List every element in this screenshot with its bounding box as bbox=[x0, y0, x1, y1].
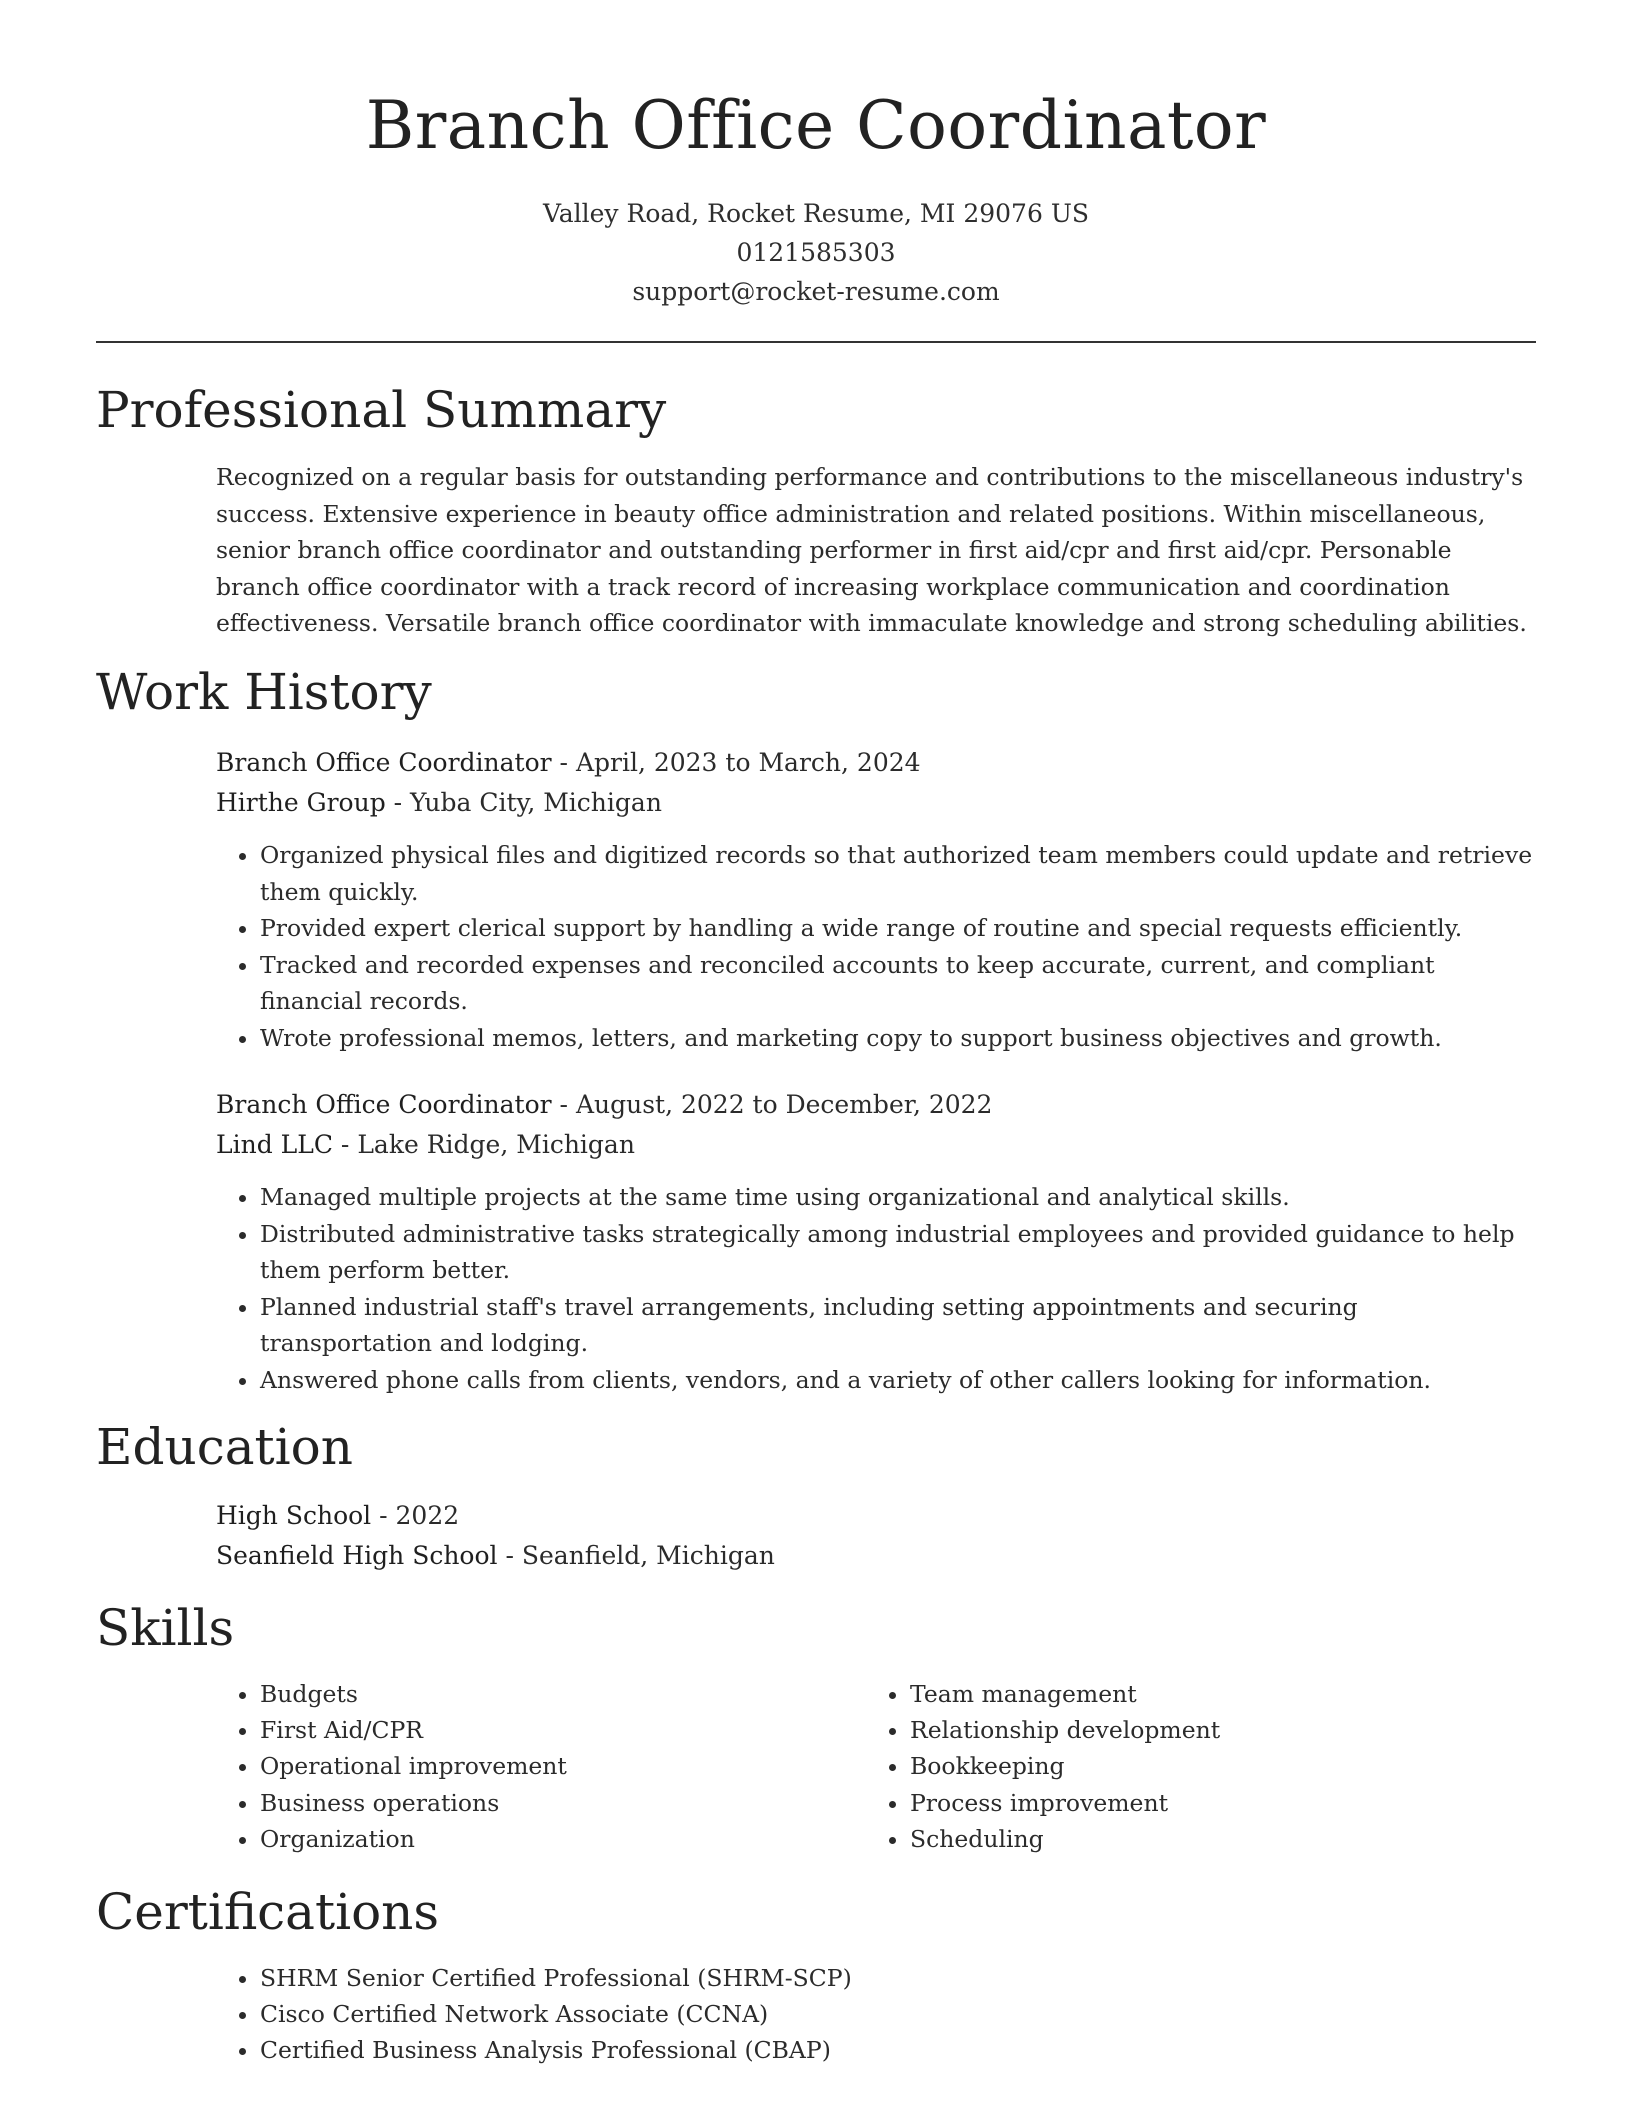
skill-item: • Budgets bbox=[260, 1676, 866, 1712]
education-school-line bbox=[216, 1536, 1536, 1576]
contact-address: Valley Road, Rocket Resume, MI 29076 US bbox=[542, 199, 1090, 228]
skills-column-left bbox=[216, 1676, 866, 1857]
section-title-certifications: Certifications bbox=[96, 1883, 440, 1941]
job-title: Branch Office Coordinator bbox=[216, 748, 552, 777]
education-school: Seanfield High School bbox=[216, 1541, 498, 1570]
skill-item: • First Aid/CPR bbox=[260, 1712, 866, 1748]
job-location: - Lake Ridge, Michigan bbox=[332, 1130, 635, 1159]
section-title-summary: Professional Summary bbox=[96, 381, 667, 439]
skill-item: • Business operations bbox=[260, 1785, 866, 1821]
job-bullet: • Distributed administrative tasks strategically among industrial employees and provided guidance to help them perform better. bbox=[260, 1216, 1536, 1289]
job-bullet: • Planned industrial staff's travel arrangements, including setting appointments and securing transportation and lodging. bbox=[260, 1289, 1536, 1362]
education-year: - 2022 bbox=[371, 1501, 460, 1530]
section-title-skills: Skills bbox=[96, 1599, 235, 1657]
job-bullets bbox=[216, 837, 1536, 1056]
job-bullet: • Tracked and recorded expenses and reconciled accounts to keep accurate, current, and compliant financial records. bbox=[260, 947, 1536, 1020]
certification-item: • Certified Business Analysis Professional (CBAP) bbox=[260, 2032, 1536, 2068]
job-title-line bbox=[216, 1085, 1536, 1125]
job-entry bbox=[216, 743, 1536, 1056]
certification-item: • SHRM Senior Certified Professional (SHRM-SCP) bbox=[260, 1960, 1536, 1996]
job-dates: - April, 2023 to March, 2024 bbox=[551, 748, 921, 777]
certification-item: • Cisco Certified Network Associate (CCNA) bbox=[260, 1996, 1536, 2032]
job-bullet: • Wrote professional memos, letters, and marketing copy to support business objectives and growth. bbox=[260, 1020, 1536, 1057]
skill-item: • Process improvement bbox=[910, 1785, 1516, 1821]
skills-body bbox=[216, 1676, 1536, 1857]
skill-item: • Operational improvement bbox=[260, 1748, 866, 1784]
section-title-work-history: Work History bbox=[96, 663, 432, 721]
job-entry bbox=[216, 1085, 1536, 1398]
education-degree: High School bbox=[216, 1501, 372, 1530]
skill-item: • Team management bbox=[910, 1676, 1516, 1712]
header-divider bbox=[96, 341, 1536, 343]
job-bullet: • Organized physical files and digitized records so that authorized team members could update and retrieve them quickly. bbox=[260, 837, 1536, 910]
job-company-line bbox=[216, 1125, 1536, 1165]
certification-list bbox=[216, 1960, 1536, 2069]
contact-info bbox=[96, 194, 1536, 311]
resume-name: Branch Office Coordinator bbox=[365, 87, 1267, 164]
summary-body bbox=[216, 459, 1536, 642]
skill-item: • Organization bbox=[260, 1821, 866, 1857]
job-bullets bbox=[216, 1179, 1536, 1398]
education-location: - Seanfield, Michigan bbox=[497, 1541, 775, 1570]
resume-header bbox=[96, 80, 1536, 311]
contact-email: support@rocket-resume.com bbox=[632, 277, 1000, 306]
job-bullet: • Provided expert clerical support by handling a wide range of routine and special requests efficiently. bbox=[260, 910, 1536, 947]
education-degree-line bbox=[216, 1496, 1536, 1536]
job-dates: - August, 2022 to December, 2022 bbox=[551, 1090, 993, 1119]
contact-phone: 0121585303 bbox=[736, 238, 896, 267]
job-company-line bbox=[216, 783, 1536, 823]
job-company: Lind LLC bbox=[216, 1130, 333, 1159]
skill-item: • Bookkeeping bbox=[910, 1748, 1516, 1784]
job-location: - Yuba City, Michigan bbox=[385, 788, 662, 817]
certifications-body bbox=[216, 1960, 1536, 2069]
section-title-education: Education bbox=[96, 1418, 353, 1476]
job-company: Hirthe Group bbox=[216, 788, 386, 817]
job-bullet: • Managed multiple projects at the same time using organizational and analytical skills. bbox=[260, 1179, 1536, 1216]
skill-item: • Scheduling bbox=[910, 1821, 1516, 1857]
job-title: Branch Office Coordinator bbox=[216, 1090, 552, 1119]
skill-item: • Relationship development bbox=[910, 1712, 1516, 1748]
education-entry bbox=[216, 1496, 1536, 1576]
skills-column-right bbox=[866, 1676, 1516, 1857]
job-bullet: • Answered phone calls from clients, vendors, and a variety of other callers looking for information. bbox=[260, 1362, 1536, 1399]
skills-grid bbox=[216, 1676, 1536, 1857]
summary-text: Recognized on a regular basis for outstanding performance and contributions to the miscellaneous industry's success. Extensive experience in beauty office administration and related positions. Within miscellaneous, senior branch office coordinator and outstanding performer in first aid/cpr and first aid/cpr. Personable branch office coordinator with a track record of increasing workplace communication and coordination effectiveness. Versatile branch office coordinator with immaculate knowledge and strong scheduling abilities. bbox=[216, 463, 1527, 637]
job-title-line bbox=[216, 743, 1536, 783]
